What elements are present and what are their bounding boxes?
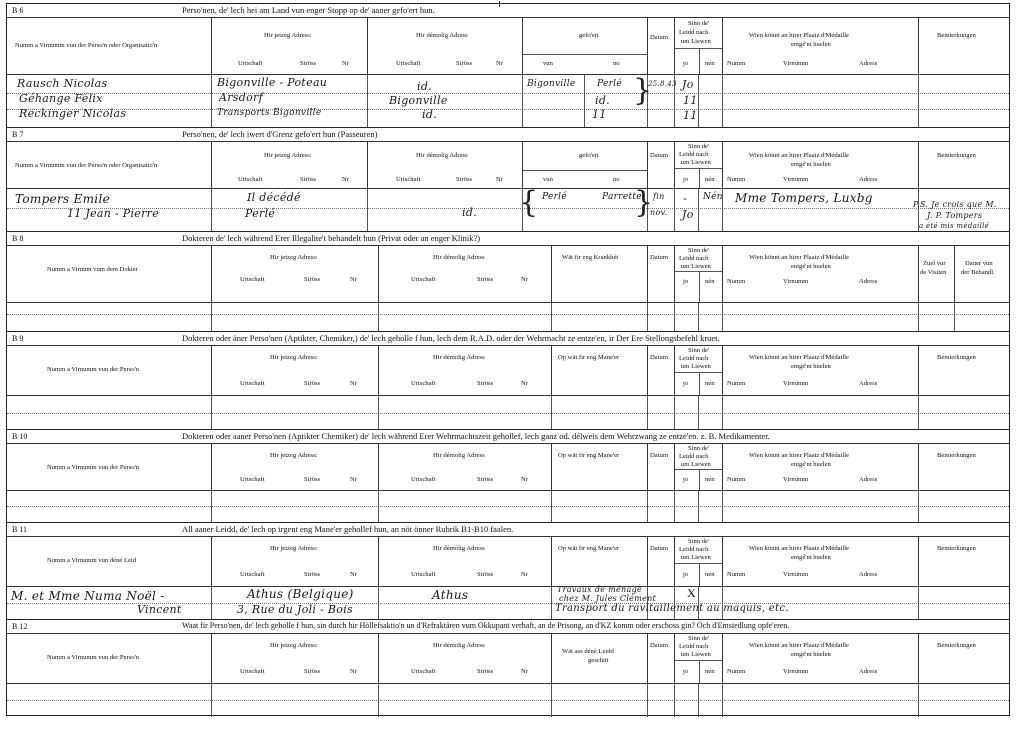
section-title-bar bbox=[7, 4, 1009, 18]
b11-name-1: M. et Mme Numa Noël - bbox=[11, 589, 165, 603]
medal-label: Wien könnt an hirer Plaatz d'Médaille bbox=[749, 32, 849, 39]
person-name-label: Numm a Virnumm vun der Perso'n oder Organisatio'n bbox=[15, 42, 158, 49]
section-b7: B 7 Perso'nen, de' lech iwert d'Grenz gefo'ert hun (Passeuren) Numm a Virnumm vun der Perso'n oder Organisatio'n Hir jetzeg Adress: Urtschaft Ströss Nr Hir démolig Adress Urtschaft Ströss Nr gefo'ert vun no Datum Sinn de' Leidd nach um Liewen jo nén Wien könnt an hirer Plaatz d'Médaille entgé'nt huelen Numm Virnumm Adress Bemierkungen Tompers Emile 11 Jean - Pierre Il décédé Perlé id. { Perlé Parrette } fin nov. - Jo Nén Mme Tompers, Luxbg P.S. Je crois que M. J. P. Tompers a été mis médaillé bbox=[7, 128, 1009, 232]
section-code: B 6 bbox=[12, 6, 24, 15]
b7-name-2: 11 Jean - Pierre bbox=[67, 207, 160, 220]
section-header: Numm a Virnumm vun der Perso'n Hir jetzeg Adress: Urtschaft Ströss Nr Hir démolig Adress Urtschaft Ströss Nr Op wät fir eng Mane'er Datum Sinn de' Leidd nach um Liewen jo nén Wien könnt an hirer Plaatz d'Médaille entgé'nt huelen Numm Virnumm Adress Bemierkungen bbox=[7, 444, 1009, 491]
doctor-name-label: Numm a Virnum vum dem Dokter bbox=[47, 266, 138, 273]
section-header: Numm a Virnumm vun der Perso'n Hir jetzeg Adress: Urtschaft Ströss Nr Hir démolig Adress Urtschaft Ströss Nr Wät ass déné Leidd geschitt Datum Sinn de' Leidd nach um Liewen jo nén Wien könnt an hirer Plaatz d'Médaille entgé'nt huelen Numm Virnumm Adress Bemierkungen bbox=[7, 634, 1009, 684]
section-header: Numm a Virnumm vun der Perso'n oder Organisatio'n Hir jetzeg Adress: Urtschaft Ströss Nr Hir démolig Adress Urtschaft Ströss Nr gefo'ert vun no Datum Sinn de' Leidd nach um Liewen jo nén Wien könnt an hirer Plaatz d'Médaille entgé'nt huelen Numm Virnumm Adress Bemierkungen bbox=[7, 18, 1009, 75]
section-header: Numm a Virnumm vun déné Leid Hir jetzeg Adress: Urtschaft Ströss Nr Hir démolig Adress Urtschaft Ströss Nr Op wät fir eng Mane'er Datum Sinn de' Leidd nach um Liewen jo nén Wien könnt an hirer Plaatz d'Médaille entgé'nt huelen Numm Virnumm Adress Bemierkungen bbox=[7, 537, 1009, 587]
section-b12: B 12 Waat fir Perso'nen, de' lech geholle f hun, sin durch hir Höllefsaktio'n un d'Refraktären vum Okkupant verhaft, an de Prisong, an d'KZ komm oder erschoss gin? Och d'Emsiedlung opfe'eren. Numm a Virnumm vun der Perso'n Hir jetzeg Adress: Urtschaft Ströss Nr Hir démolig Adress Urtschaft Ströss Nr Wät ass déné Leidd geschitt Datum Sinn de' Leidd nach um Liewen jo nén Wien könnt an hirer Plaatz d'Médaille entgé'nt huelen Numm Virnumm Adress Bemierkungen bbox=[7, 620, 1009, 717]
remarks-label: Bemierkungen bbox=[937, 32, 976, 39]
section-b11: B 11 All aaner Leidd, de' lech op irgent eng Mane'er gehollef hun, an nöt önner Rubrik B1-B10 faalen. Numm a Virnumm vun déné Leid Hir jetzeg Adress: Urtschaft Ströss Nr Hir démolig Adress Urtschaft Ströss Nr Op wät fir eng Mane'er Datum Sinn de' Leidd nach um Liewen jo nén Wien könnt an hirer Plaatz d'Médaille entgé'nt huelen Numm Virnumm Adress Bemierkungen M. et Mme Numa Noël - Vincent Athus (Belgique) 3, Rue du Joli - Bois Athus Travaux de ménage chez M. Jules Clément Transport du ravitaillement au maquis, etc. X bbox=[7, 523, 1009, 620]
resistance-form bbox=[6, 3, 1010, 716]
sufferer-name-label: Numm a Virnumm vun déné Leid bbox=[47, 557, 137, 564]
section-b9: B 9 Dokteren oder äner Perso'nen (Aptikter, Chemiker,) de' lech geholle f hun, lech dem R.A.D. oder der Wehrmacht ze entze'en, ir Der Ere Stellongsbefehl kruet. Numm a Virnumm vun der Perso'n Hir jetzeg Adress: Urtschaft Ströss Nr Hir démolig Adress Urtschaft Ströss Nr Op wät fir eng Mane'er Datum Sinn de' Leidd nach um Liewen jo nén Wien könnt an hirer Plaatz d'Médaille entgé'nt huelen Numm Virnumm Adress Bemierkungen bbox=[7, 332, 1009, 430]
section-b10: B 10 Dokteren oder aaner Perso'nen (Aptikter Chemiker) de' lech während Erer Wehrmachtszeit gehollef, lech ganz od. délweis dem Wehrzwang ze entze'en. z. B. Medikamenter. Numm a Virnumm vun der Perso'n Hir jetzeg Adress: Urtschaft Ströss Nr Hir démolig Adress Urtschaft Ströss Nr Op wät fir eng Mane'er Datum Sinn de' Leidd nach um Liewen jo nén Wien könnt an hirer Plaatz d'Médaille entgé'nt huelen Numm Virnumm Adress Bemierkungen bbox=[7, 430, 1009, 523]
former-address-label: Hir démolig Adress bbox=[416, 32, 468, 39]
b6-name-3: Reckinger Nicolas bbox=[19, 107, 127, 120]
b6-name-1: Rausch Nicolas bbox=[17, 77, 108, 90]
b6-name-2: Géhange Félix bbox=[19, 92, 103, 105]
section-header: Numm a Virnumm vun der Perso'n oder Organisatio'n Hir jetzeg Adress: Urtschaft Ströss Nr Hir démolig Adress Urtschaft Ströss Nr gefo'ert vun no Datum Sinn de' Leidd nach um Liewen jo nén Wien könnt an hirer Plaatz d'Médaille entgé'nt huelen Numm Virnumm Adress Bemierkungen bbox=[7, 142, 1009, 189]
checkmark-x-icon: X bbox=[687, 586, 696, 600]
section-title-bar: B 7 Perso'nen, de' lech iwert d'Grenz gefo'ert hun (Passeuren) bbox=[7, 128, 1009, 142]
section-header: Numm a Virnumm vun der Perso'n Hir jetzeg Adress: Urtschaft Ströss Nr Hir démolig Adress Urtschaft Ströss Nr Op wät fir eng Mane'er Datum Sinn de' Leidd nach um Liewen jo nén Wien könnt an hirer Plaatz d'Médaille entgé'nt huelen Numm Virnumm Adress Bemierkungen bbox=[7, 346, 1009, 396]
b7-name-1: Tompers Emile bbox=[15, 192, 110, 206]
current-address-label: Hir jetzeg Adress: bbox=[264, 32, 312, 39]
section-header: Numm a Virnum vum dem Dokter Hir jetzeg Adress: Urtschaft Ströss Nr Hir démolig Adress Urtschaft Ströss Nr Wät fir eng Krankhét Datum Sinn de' Leidd nach um Liewen jo nén Wien könnt an hirer Plaatz d'Médaille entgé'nt huelen Numm Virnumm Adress Zuel vur de Visiten Dauer vun der Behandl. bbox=[7, 246, 1009, 303]
section-title: Perso'nen, de' lech hei am Land vun enger Stopp op de' aaner gefo'ert hun. bbox=[182, 5, 435, 15]
section-b6: B 6 Perso'nen, de' lech hei am Land vun enger Stopp op de' aaner gefo'ert hun. Numm a Virnumm vun der Perso'n oder Organisatio'n Hir jetzeg Adress: Urtschaft Ströss Nr Hir démolig Adress Urtschaft Ströss Nr gefo'ert vun no Datum Sinn de' Leidd nach um Liewen jo nén Wien könnt an hirer Plaatz d'Médaille entgé'nt huelen Numm Virnumm Adress Bemierkungen Rausch Nicolas Géhange Félix Reckinger Nicolas Bigonville - Poteau Arsdorf Transports Bigonville id. Bigonville id. Bigonville Perlé id. 11 } 25.8.43 Jo 11 11 bbox=[7, 4, 1009, 128]
section-b8: B 8 Dokteren de' lech während Erer Illegalite't behandelt hun (Privat oder an enger Klinik?) Numm a Virnum vum dem Dokter Hir jetzeg Adress: Urtschaft Ströss Nr Hir démolig Adress Urtschaft Ströss Nr Wät fir eng Krankhét Datum Sinn de' Leidd nach um Liewen jo nén Wien könnt an hirer Plaatz d'Médaille entgé'nt huelen Numm Virnumm Adress Zuel vur de Visiten Dauer vun der Behandl. bbox=[7, 232, 1009, 332]
b11-name-2: Vincent bbox=[137, 603, 182, 616]
